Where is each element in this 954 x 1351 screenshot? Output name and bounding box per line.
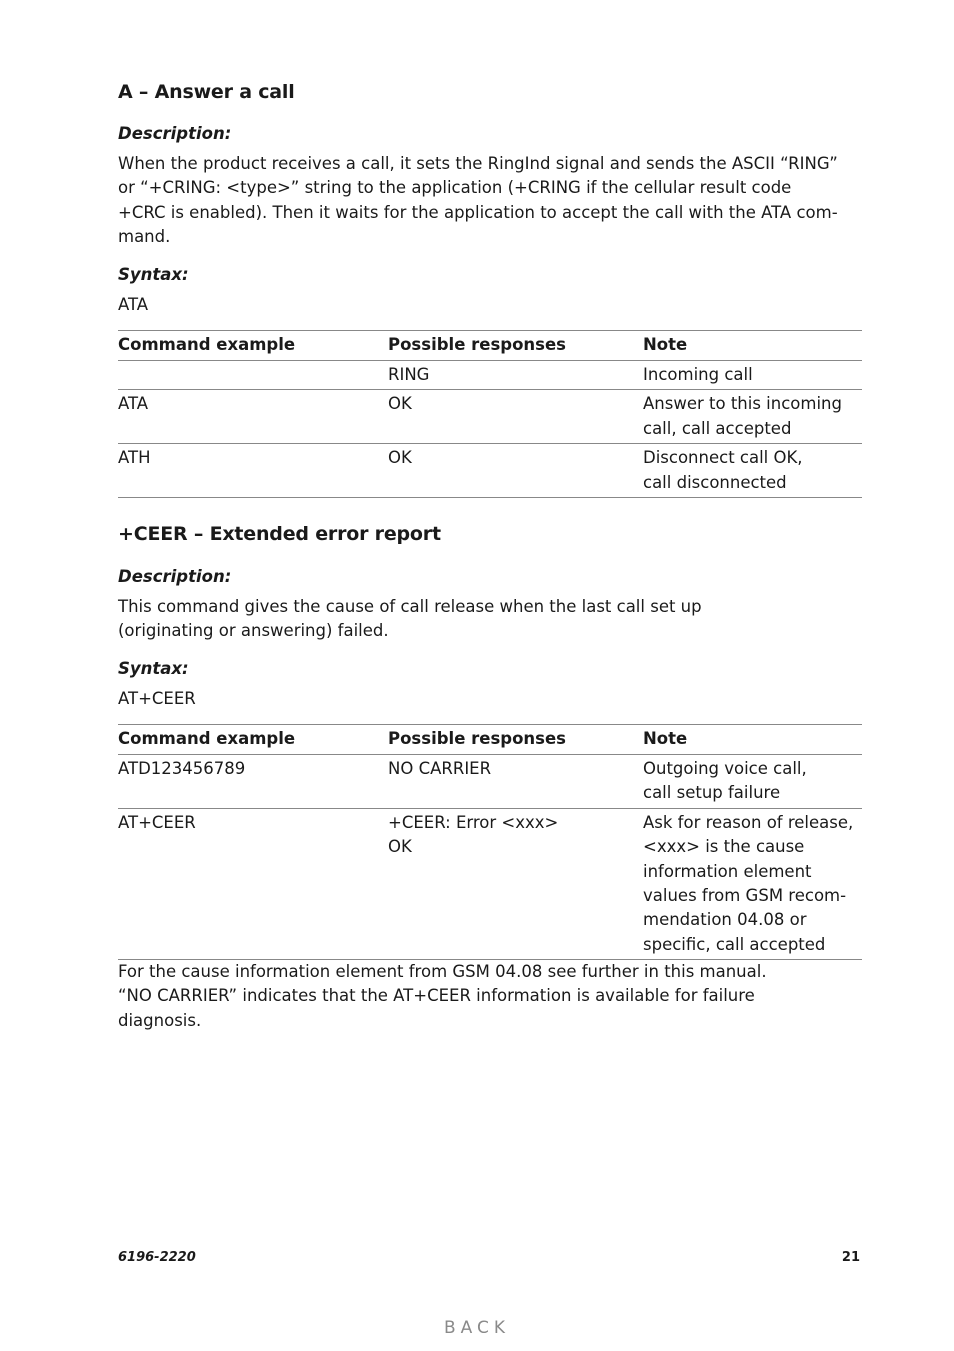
cell-response [388, 444, 643, 498]
table-row [118, 444, 862, 498]
description-text [118, 152, 862, 250]
cell-text: RING [388, 365, 430, 384]
cell-text: OK [388, 448, 412, 468]
header-possible-responses: Possible responses [388, 725, 643, 755]
back-link[interactable]: BACK [443, 1318, 510, 1338]
cell-text: call setup failure [643, 783, 781, 803]
cell-text: mendation 04.08 or [643, 910, 807, 930]
description-line: +CRC is enabled). Then it waits for the application to accept the call with the ATA com- [118, 202, 838, 222]
page-number: 21 [841, 1250, 860, 1265]
cell-text: ATD123456789 [118, 759, 246, 778]
cell-text: AT+CEER [118, 812, 196, 832]
cell-response [388, 361, 643, 390]
table-header-row [118, 725, 862, 755]
cell-text: specific, call accepted [643, 934, 826, 954]
cell-text: ATA [118, 394, 149, 414]
footnote-text [118, 960, 862, 1033]
footnote-line: diagnosis. [118, 1010, 202, 1030]
cell-response [388, 755, 643, 809]
cell-note [643, 755, 862, 809]
cell-command [118, 361, 388, 390]
cell-note [643, 444, 862, 498]
cell-note [643, 808, 862, 959]
cell-command [118, 808, 388, 959]
table-header-row [118, 331, 862, 361]
cell-command [118, 390, 388, 444]
header-command-example: Command example [118, 725, 388, 755]
cell-note [643, 361, 862, 390]
cell-text: Outgoing voice call, [643, 759, 807, 778]
cell-text: OK [388, 837, 412, 857]
description-line: This command gives the cause of call release when the last call set up [118, 597, 702, 616]
cell-text: values from GSM recom- [643, 886, 847, 906]
syntax-label: Syntax: [118, 659, 189, 678]
cell-text: OK [388, 394, 412, 414]
cell-note [643, 390, 862, 444]
cell-text: +CEER: Error <xxx> [388, 812, 559, 832]
table-row [118, 755, 862, 809]
command-table-ata [118, 330, 862, 498]
cell-text: Ask for reason of release, [643, 812, 854, 832]
table-row [118, 361, 862, 390]
cell-text: Answer to this incoming [643, 394, 842, 414]
doc-number: 6196-2220 [118, 1250, 196, 1265]
syntax-text: AT+CEER [118, 689, 196, 708]
cell-text: NO CARRIER [388, 759, 492, 778]
description-label: Description: [118, 567, 232, 586]
cell-text: Disconnect call OK, [643, 448, 803, 468]
command-table-ceer [118, 724, 862, 960]
table-row [118, 808, 862, 959]
header-note: Note [643, 725, 862, 755]
cell-text: Incoming call [643, 365, 753, 384]
cell-response [388, 808, 643, 959]
header-note: Note [643, 331, 862, 361]
cell-text: call, call accepted [643, 418, 792, 438]
description-text [118, 595, 862, 644]
cell-command [118, 444, 388, 498]
description-line: (originating or answering) failed. [118, 621, 389, 641]
description-line: When the product receives a call, it sets the RingInd signal and sends the ASCII “RING” [118, 154, 838, 173]
footnote-line: “NO CARRIER” indicates that the AT+CEER information is available for failure [118, 986, 755, 1006]
cell-text: ATH [118, 448, 151, 468]
header-command-example: Command example [118, 331, 388, 361]
cell-text: information element [643, 861, 812, 881]
table-row [118, 390, 862, 444]
description-line: mand. [118, 227, 171, 247]
description-label: Description: [118, 124, 232, 143]
cell-response [388, 390, 643, 444]
section-title-ceer: +CEER – Extended error report [118, 523, 441, 545]
cell-text: <xxx> is the cause [643, 837, 805, 857]
header-possible-responses: Possible responses [388, 331, 643, 361]
syntax-label: Syntax: [118, 265, 189, 284]
footnote-line: For the cause information element from GSM 04.08 see further in this manual. [118, 962, 767, 981]
description-line: or “+CRING: <type>” string to the application (+CRING if the cellular result code [118, 178, 792, 198]
cell-command [118, 755, 388, 809]
section-title-answer-call: A – Answer a call [118, 81, 295, 103]
cell-text: call disconnected [643, 472, 787, 492]
syntax-text: ATA [118, 295, 149, 314]
